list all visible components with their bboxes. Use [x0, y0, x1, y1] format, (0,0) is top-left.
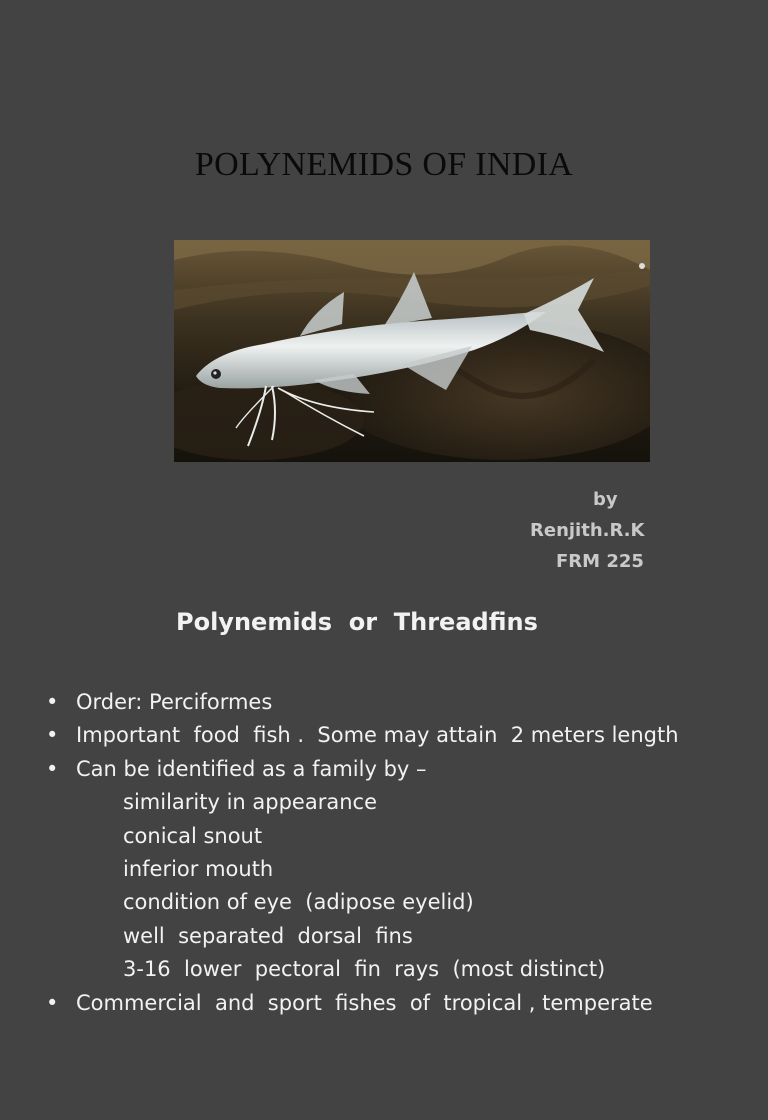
- bullet-dot: •: [46, 723, 59, 748]
- byline-by: by: [593, 489, 618, 510]
- byline-author: Renjith.R.K: [530, 520, 645, 541]
- content-slide: [0, 588, 768, 1024]
- sub-list-item-text: 3-16 lower pectoral fin rays (most distinct): [123, 957, 606, 982]
- sub-list-item: [0, 886, 768, 919]
- list-item: [0, 719, 768, 752]
- byline-course: FRM 225: [556, 551, 644, 572]
- list-item-text: Commercial and sport fishes of tropical , temperate: [76, 990, 653, 1015]
- bullet-dot: •: [46, 990, 59, 1015]
- slide-title: POLYNEMIDS OF INDIA: [194, 146, 574, 183]
- sub-list-item-text: well separated dorsal fins: [123, 923, 413, 948]
- list-item: [0, 987, 768, 1020]
- list-item: [0, 753, 768, 786]
- sub-list-item-text: similarity in appearance: [123, 790, 377, 815]
- list-item-text: Important food fish . Some may attain 2 meters length: [76, 723, 679, 748]
- bullet-dot: •: [46, 756, 59, 781]
- sub-list-item: [0, 853, 768, 886]
- threadfin-fish-image: [174, 240, 650, 462]
- sub-list-item-text: inferior mouth: [123, 856, 274, 881]
- author-byline: [500, 484, 660, 577]
- sub-list-item: [0, 920, 768, 953]
- sub-list-item: [0, 820, 768, 853]
- sub-list-item: [0, 786, 768, 819]
- list-item-text: Order: Perciformes: [76, 690, 273, 714]
- bullet-list: [0, 686, 768, 1020]
- list-item: [0, 686, 768, 719]
- sub-list-item-text: condition of eye (adipose eyelid): [123, 890, 474, 915]
- sub-list-item: [0, 953, 768, 986]
- slide-heading: Polynemids or Threadfins: [176, 608, 538, 636]
- fish-photo: [174, 240, 650, 462]
- list-item-text: Can be identified as a family by –: [76, 756, 427, 781]
- sub-list-item-text: conical snout: [123, 823, 263, 848]
- bullet-dot: •: [46, 690, 59, 714]
